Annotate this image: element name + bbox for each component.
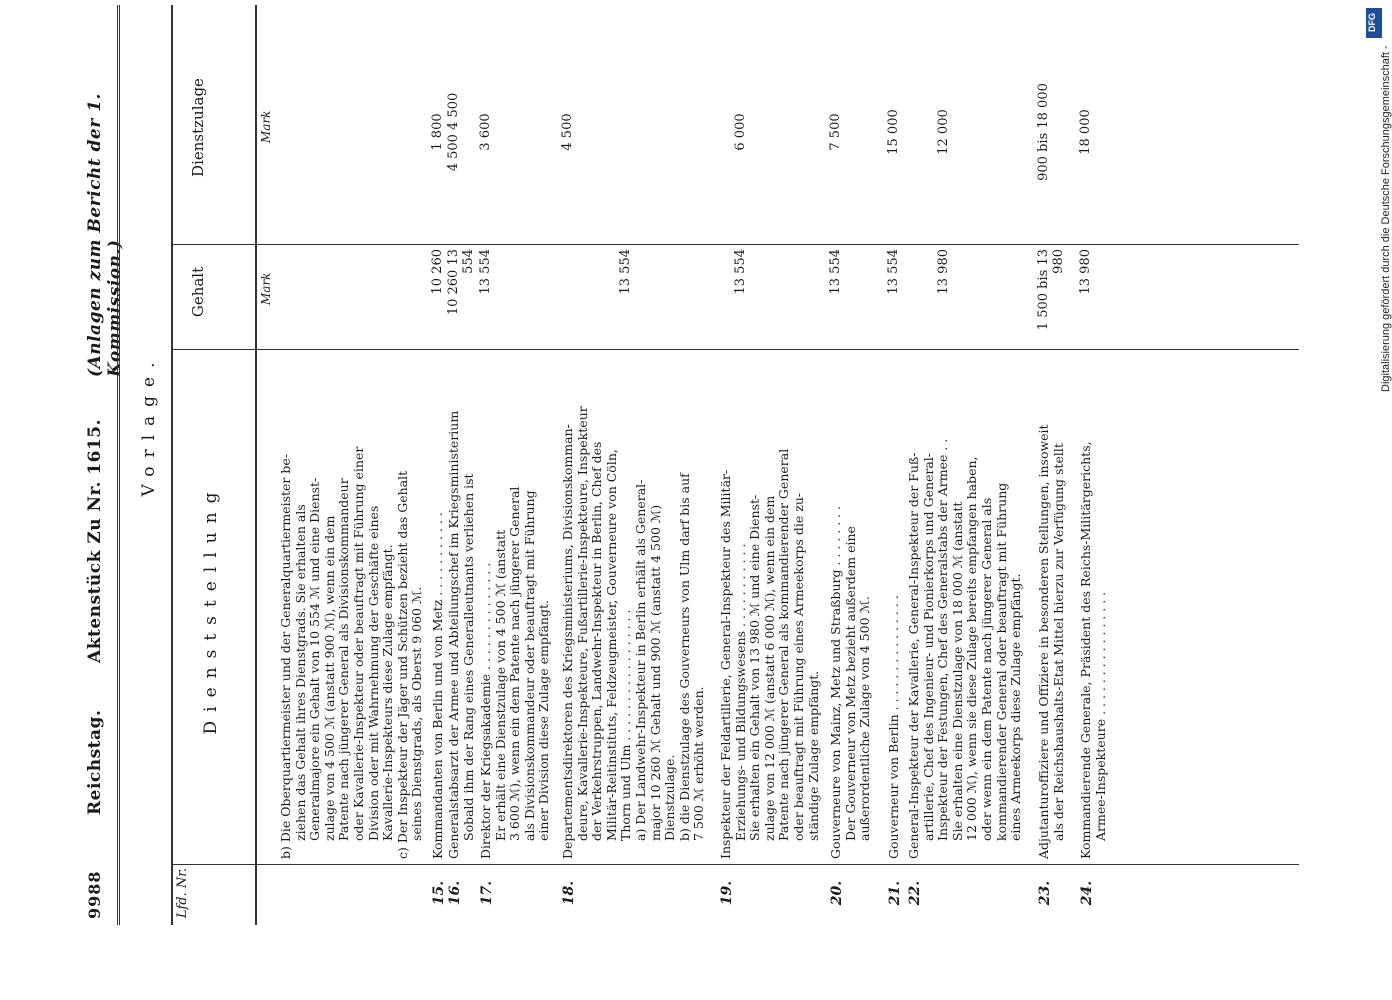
document-page [79,5,1299,925]
row-text: Inspekteur der Feldartillerie, General-Inspekteur des Militär- Erziehungs- und Bildungswesens . . . . . . . . . . . Sie erhalten ein Gehalt von 13 980 ℳ und eine Dienst- zulage von 12 000 ℳ (anstatt 6 000 ℳ), wenn ein dem Patente nach jüngerer General als kommandierender General oder beauftragt mit Führung eines Armeekorps die zu- ständige Zulage empfängt. [718,448,821,859]
row-text: Direktor der Kriegsakademie . . . . . . . . . . . . . . Er erhält eine Dienstzulage von 4 500 ℳ (anstatt 3 600 ℳ), wenn ein dem Patente nach jüngerer General als Divisionskommandeur oder beauftragt mit Führung einer Division diese Zulage empfängt. [478,486,552,859]
row-text: Generalstabsarzt der Armee und Abteilungschef im Kriegsministerium Sobald ihm der Rang eines Generalleutnants verliehen ist [446,410,476,859]
row-text: Adjutanturoffiziere und Offiziere in besonderen Stellungen, insoweit als der Reichshaushalts-Etat Mittel hierzu zur Verfügung stellt [1036,424,1066,859]
header-right-title: (Anlagen zum Bericht der 1. Kommission.) [85,93,125,377]
row-nr: 24. [1079,880,1095,906]
row-gehalt: 13 554 [478,249,493,295]
row-zulage: 12 000 [936,109,951,155]
row-gehalt: 13 554 [828,249,843,295]
column-header-nr: Lfd. Nr. [175,867,190,919]
column-divider-nr [171,864,1299,865]
row-text: Gouverneure von Mainz, Metz und Straßburg . . . . . . . . Der Gouverneur von Metz bezieht außerdem eine außerordentliche Zulage von 4 500 ℳ. [828,505,873,859]
row-nr: 16. [447,880,463,906]
table-head-rule [255,5,257,925]
row-zulage: 4 500 4 500 [446,92,461,172]
unit-label-gehalt: Mark [259,272,273,305]
row-b-c-text: b) Die Oberquartiermeister und der Generalquartiermeister be- ziehen das Gehalt ihres Dienstgrads. Sie erhalten als Generalmajore ein Gehalt von 10 554 ℳ und eine Dienst- zulage von 4 500 ℳ (anstatt 900 ℳ), wenn ein dem Patente nach jüngerer General als Divisionskommandeur oder Kavallerie-Inspekteur oder beauftragt mit Führung einer Division oder mit Wahrnehmung der Geschäfte eines Kavallerie-Inspekteurs diese Zulage empfängt. c) Der Inspekteur der Jäger und Schützen bezieht das Gehalt seines Dienstgrads, als Oberst 9 060 ℳ. [278,446,425,859]
column-divider-text [171,349,1299,350]
row-gehalt: 13 554 [886,249,901,295]
page-number: 9988 [85,870,104,919]
row-nr: 20. [829,880,845,906]
row-gehalt: 10 260 [430,249,445,295]
running-header [79,5,125,925]
header-rule [117,5,120,925]
row-gehalt: 1 500 bis 13 980 [1036,249,1066,331]
row-text: General-Inspekteur der Kavallerie, General-Inspekteur der Fuß- artillerie, Chef des Ingenieur- und Pionierkorps und General- Inspekteur der Festungen, Chef des Generalstabs der Armee . . Sie erhalten eine Dienstzulage von 18 000 ℳ (anstatt 12 000 ℳ), wenn sie diese Zulage bereits empfangen haben, oder wenn ein dem Patente nach jüngerer General als kommandierender General oder beauftragt mit Führung eines Armeekorps diese Zulage empfängt. [906,438,1024,859]
row-zulage: 3 600 [478,113,493,151]
column-header-gehalt: Gehalt [189,266,207,318]
row-zulage: 15 000 [886,109,901,155]
unit-label-zulage: Mark [259,110,273,143]
row-nr: 21. [887,880,903,906]
row-text: Kommandierende Generale, Präsident des Reichs-Militärgerichts, Armee-Inspekteure . . . . . . . . . . . . . . . . [1078,441,1108,859]
row-nr: 23. [1037,880,1053,906]
row-text: Departementsdirektoren des Kriegsministeriums, Divisionskomman- deure, Kavallerie-Inspekteure, Fußartillerie-Inspekteure, Inspekteur der Verkehrstruppen, Landwehr-Inspekteur in Berlin, Chef des Militär-Reitinstituts, Feldzeugmeister, Gouverneure von Cöln, Thorn und Ulm . . . . . . . . . . . . . . . . . a) Der Landwehr-Inspekteur in Berlin erhält als General- major 10 260 ℳ Gehalt und 900 ℳ (anstatt 4 500 ℳ) Dienstzulage. b) die Dienstzulage des Gouverneurs von Ulm darf bis auf 7 500 ℳ erhöht werden. [560,406,707,859]
table-top-rule [171,5,173,925]
column-header-dienstzulage: Dienstzulage [189,78,207,177]
dfg-logo: DFG [1366,8,1382,38]
row-nr: 22. [907,880,923,906]
header-mid-title: Aktenstück Zu Nr. 1615. [85,418,105,663]
row-zulage: 18 000 [1078,109,1093,155]
row-nr: 19. [719,880,735,906]
header-left-title: Reichstag. [85,709,105,815]
row-gehalt: 13 980 [936,249,951,295]
row-nr: 18. [561,880,577,906]
row-text: Kommandanten von Berlin und von Metz . . . . . . . . . . . [430,512,445,859]
row-zulage: 1 800 [430,113,445,151]
row-gehalt: 10 260 13 554 [446,249,476,316]
column-header-dienststellung: Dienststellung [201,483,221,735]
row-gehalt: 13 554 [618,249,633,295]
row-zulage: 900 bis 18 000 [1036,83,1051,181]
row-text: Gouverneur von Berlin . . . . . . . . . . . . . . . [886,595,901,859]
row-gehalt: 13 980 [1078,249,1093,295]
row-nr: 17. [479,880,495,906]
row-zulage: 4 500 [560,113,575,151]
row-nr: 15. [431,880,447,906]
section-title: Vorlage. [139,353,159,497]
row-zulage: 6 000 [733,113,748,151]
side-note: Digitalisierung gefördert durch die Deutsche Forschungsgemeinschaft - [1380,45,1392,392]
row-gehalt: 13 554 [733,249,748,295]
row-zulage: 7 500 [828,113,843,151]
